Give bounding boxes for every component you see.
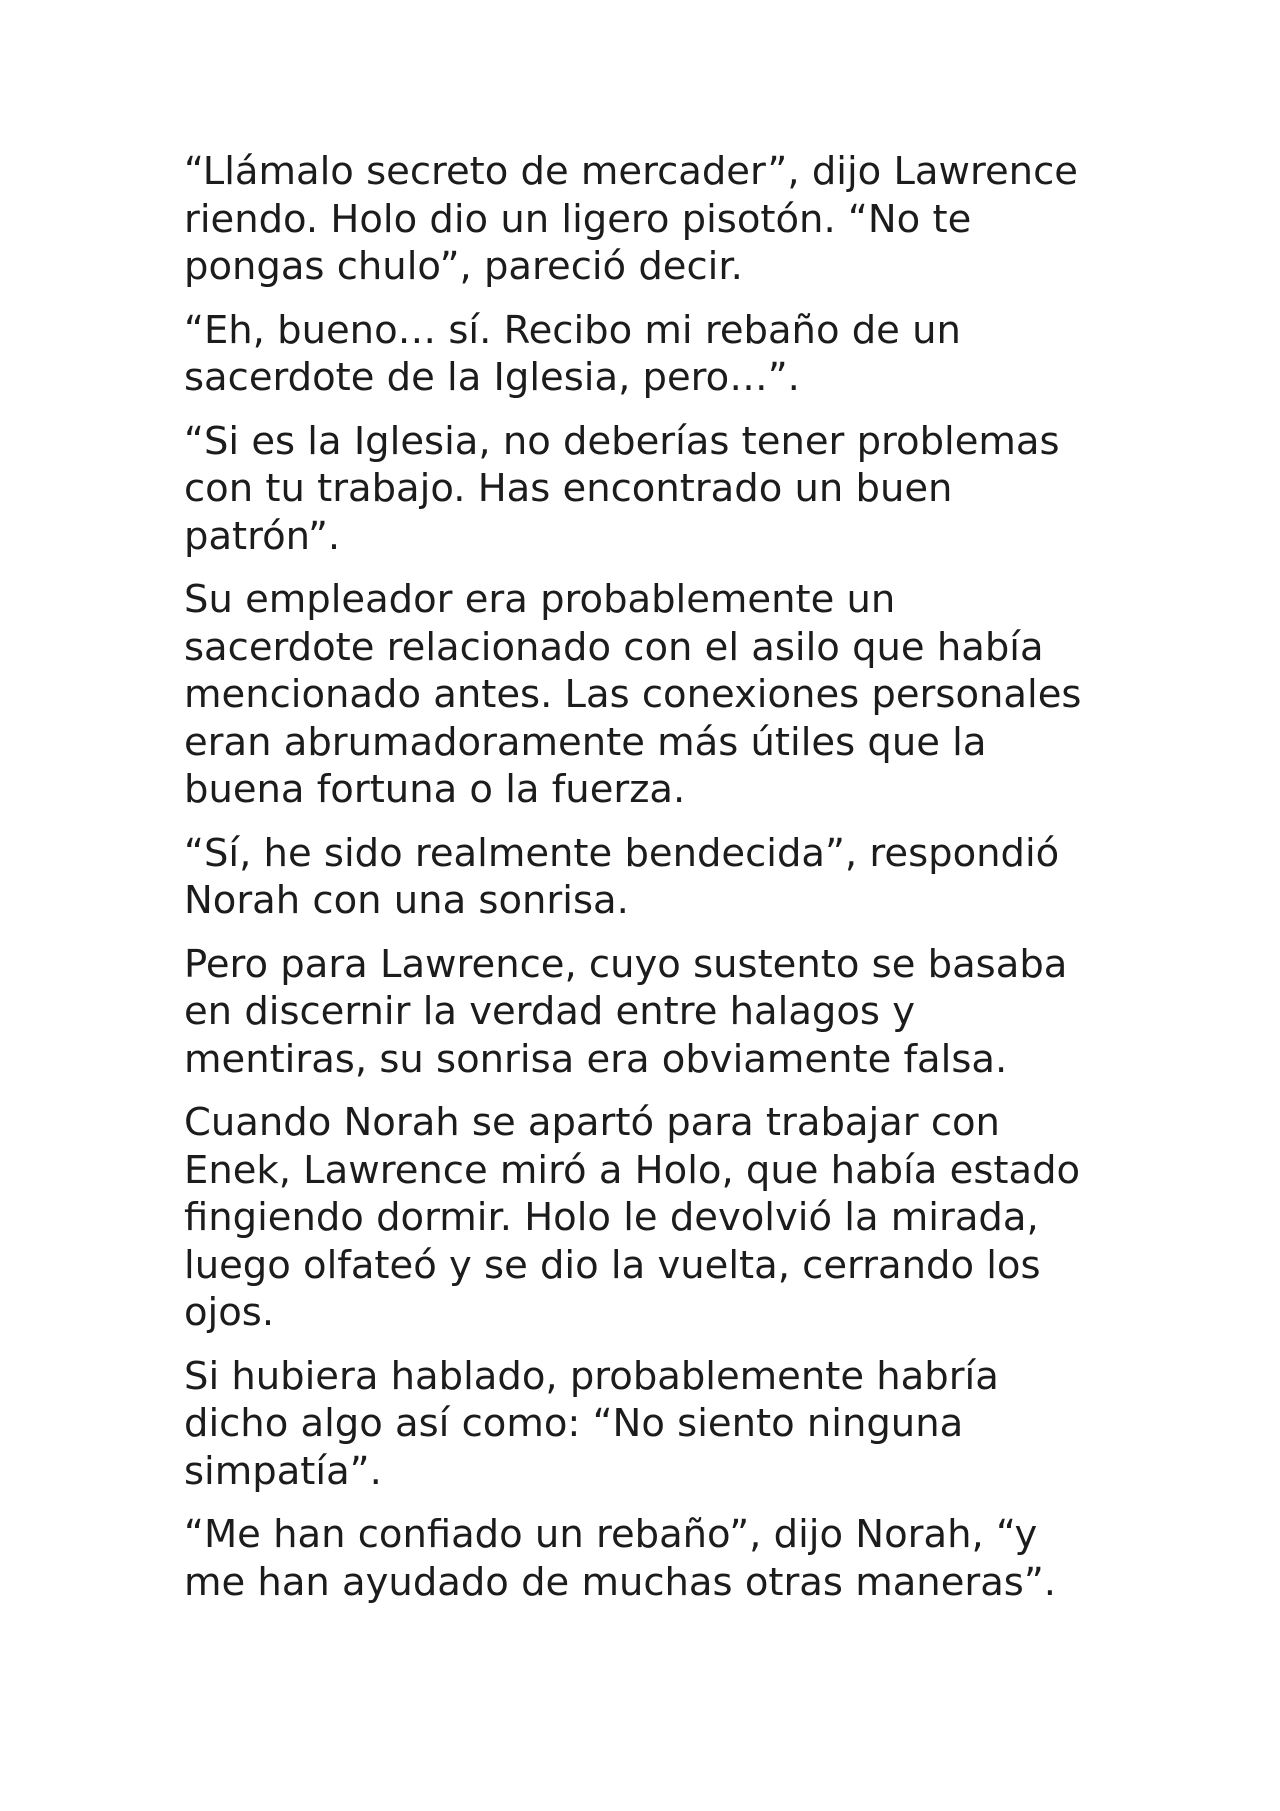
text-line: Su empleador era probablemente un: [184, 577, 896, 622]
text-line: Pero para Lawrence, cuyo sustento se basaba: [184, 941, 1068, 987]
text-line: con tu trabajo. Has encontrado un buen: [184, 466, 953, 511]
text-line: sacerdote de la Iglesia, pero…”.: [184, 355, 800, 400]
paragraph: [184, 576, 1104, 814]
text-line: sacerdote relacionado con el asilo que había: [184, 624, 1044, 670]
text-line: “Llámalo secreto de mercader”, dijo Lawrence: [184, 149, 1078, 194]
text-line: buena fortuna o la fuerza.: [184, 767, 686, 812]
text-line: “Sí, he sido realmente bendecida”, respondió: [184, 830, 1060, 876]
text-line: riendo. Holo dio un ligero pisotón. “No te: [184, 196, 972, 242]
text-line: dicho algo así como: “No siento ninguna: [184, 1401, 964, 1446]
paragraph: [184, 418, 1104, 561]
paragraph: [184, 1353, 1104, 1496]
text-line: simpatía”.: [184, 1448, 382, 1494]
text-line: mencionado antes. Las conexiones personales: [184, 672, 1082, 717]
text-line: patrón”.: [184, 513, 341, 559]
text-line: Norah con una sonrisa.: [184, 878, 629, 923]
text-line: mentiras, su sonrisa era obviamente falsa.: [184, 1036, 1008, 1082]
text-line: “Me han confiado un rebaño”, dijo Norah, “y: [184, 1512, 1038, 1557]
text-line: pongas chulo”, pareció decir.: [184, 244, 743, 289]
text-line: ojos.: [184, 1290, 275, 1335]
paragraph: [184, 941, 1104, 1084]
text-line: Si hubiera hablado, probablemente habría: [184, 1353, 999, 1399]
text-line: “Si es la Iglesia, no deberías tener problemas: [184, 418, 1060, 464]
paragraph: [184, 307, 1104, 402]
body-text: [184, 148, 1104, 1622]
text-line: eran abrumadoramente más útiles que la: [184, 719, 987, 765]
paragraph: [184, 1511, 1104, 1606]
text-line: luego olfateó y se dio la vuelta, cerrando los: [184, 1242, 1041, 1288]
text-line: en discernir la verdad entre halagos y: [184, 989, 915, 1034]
paragraph: [184, 1099, 1104, 1337]
text-line: Enek, Lawrence miró a Holo, que había estado: [184, 1147, 1081, 1193]
text-line: “Eh, bueno… sí. Recibo mi rebaño de un: [184, 307, 961, 353]
text-line: fingiendo dormir. Holo le devolvió la mirada,: [184, 1195, 1039, 1240]
paragraph: [184, 830, 1104, 925]
text-line: Cuando Norah se apartó para trabajar con: [184, 1100, 1000, 1145]
text-line: me han ayudado de muchas otras maneras”.: [184, 1559, 1057, 1605]
paragraph: [184, 148, 1104, 291]
